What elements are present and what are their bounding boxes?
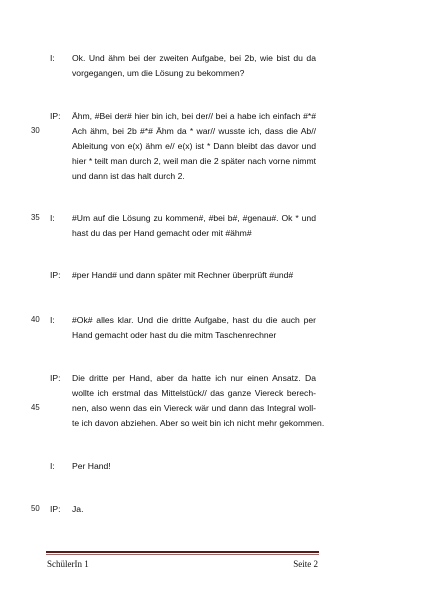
speaker-label: IP: [50,111,61,121]
text-line: und dann ist das halt durch 2. [72,171,185,181]
text-line: te ich davon abziehen. Aber so weit bin ich nicht mehr gekommen. [72,418,325,428]
text-line: vorgegangen, um die Lösung zu bekommen? [72,68,245,78]
speaker-label: I: [50,461,55,471]
footer-rule [46,551,319,553]
text-line: #per Hand# und dann später mit Rechner überprüft #und# [72,270,294,280]
line-number: 50 [31,504,40,513]
text-line: Ableitung von e(x) ähm e// e(x) ist * Dann bleibt das davor und [72,141,316,151]
line-number: 45 [31,403,40,412]
text-line: wollte ich erstmal das Mittelstück// das ganze Viereck berech- [72,388,316,398]
footer-author: SchülerIn 1 [47,559,89,569]
text-line: Ja. [72,504,84,514]
text-line: Ok. Und ähm bei der zweiten Aufgabe, bei 2b, wie bist du da [72,53,316,63]
line-number: 30 [31,126,40,135]
speaker-label: I: [50,213,55,223]
speaker-label: IP: [50,504,61,514]
footer-page-number: Seite 2 [293,559,318,569]
line-number: 40 [31,315,40,324]
speaker-label: I: [50,53,55,63]
speaker-label: IP: [50,270,61,280]
text-line: Die dritte per Hand, aber da hatte ich nur einen Ansatz. Da [72,373,316,383]
line-number: 35 [31,213,40,222]
text-line: Ach ähm, bei 2b #*# Ähm da * war// wusste ich, dass die Ab// [72,126,316,136]
speaker-label: I: [50,315,55,325]
text-line: Ähm, #Bei der# hier bin ich, bei der// bei a habe ich einfach #*# [72,111,316,121]
text-line: Hand gemacht oder hast du die mitm Taschenrechner [72,330,277,340]
text-line: nen, also wenn das ein Viereck wär und dann das Integral woll- [72,403,316,413]
text-line: hier * teilt man durch 2, weil man die 2 später nach vorne nimmt [72,156,316,166]
footer-rule-thin [46,554,319,555]
speaker-label: IP: [50,373,61,383]
text-line: #Um auf die Lösung zu kommen#, #bei b#, #genau#. Ok * und [72,213,316,223]
text-line: #Ok# alles klar. Und die dritte Aufgabe, hast du die auch per [72,315,316,325]
text-line: Per Hand! [72,461,111,471]
text-line: hast du das per Hand gemacht oder mit #ähm# [72,228,252,238]
